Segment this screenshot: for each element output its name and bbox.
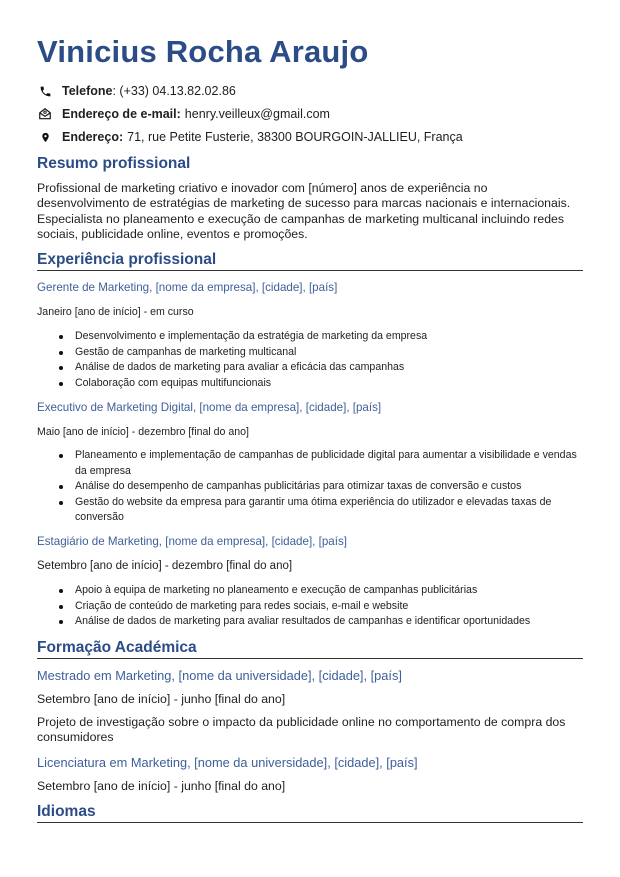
phone-label: Telefone [62, 84, 113, 98]
degree-title: Mestrado em Marketing, [nome da universidade], [cidade], [país] [37, 668, 402, 683]
section-divider [37, 270, 583, 271]
job-bullets [37, 448, 583, 526]
job-bullets [37, 583, 583, 630]
mail-icon [37, 107, 53, 121]
job-bullets [37, 329, 583, 391]
list-item: Gestão do website da empresa para garantir uma ótima experiência do utilizador e elevadas taxas de conversão [37, 495, 583, 526]
location-pin-icon [37, 130, 53, 144]
degree-note: Projeto de investigação sobre o impacto da publicidade online no comportamento de compra dos consumidores [37, 715, 566, 745]
contact-phone [37, 84, 236, 98]
contact-address [37, 130, 463, 144]
job-dates: Setembro [ano de início] - dezembro [final do ano] [37, 560, 293, 572]
phone-value: : (+33) 04.13.82.02.86 [112, 84, 236, 98]
job-title: Gerente de Marketing, [nome da empresa], [cidade], [país] [37, 281, 338, 294]
list-item: Planeamento e implementação de campanhas de publicidade digital para aumentar a visibilidade e vendas da empresa [37, 448, 583, 479]
summary-text: Profissional de marketing criativo e inovador com [número] anos de experiência no desenvolvimento de estratégias de marketing de sucesso para marcas nacionais e internacionais. Especialista no planeamento e execução de campanhas de marketing multicanal incluindo redes sociais, publicidade online, eventos e promoções. [37, 181, 571, 241]
list-item: Análise de dados de marketing para avaliar a eficácia das campanhas [37, 360, 583, 376]
contact-email [37, 107, 330, 121]
list-item: Análise de dados de marketing para avaliar resultados de campanhas e identificar oportunidades [37, 614, 583, 630]
address-label: Endereço: [62, 130, 124, 144]
list-item: Análise do desempenho de campanhas publicitárias para otimizar taxas de conversão e custos [37, 479, 583, 495]
email-value[interactable]: henry.veilleux@gmail.com [184, 107, 330, 121]
phone-icon [37, 84, 53, 98]
languages-heading: Idiomas [37, 803, 96, 820]
email-label: Endereço de e-mail: [62, 107, 181, 121]
list-item: Desenvolvimento e implementação da estratégia de marketing da empresa [37, 329, 583, 345]
experience-heading: Experiência profissional [37, 251, 217, 268]
degree-dates: Setembro [ano de início] - junho [final do ano] [37, 692, 286, 706]
summary-heading: Resumo profissional [37, 155, 191, 172]
job-title: Estagiário de Marketing, [nome da empresa], [cidade], [país] [37, 535, 347, 548]
job-title: Executivo de Marketing Digital, [nome da empresa], [cidade], [país] [37, 401, 382, 414]
degree-title: Licenciatura em Marketing, [nome da universidade], [cidade], [país] [37, 755, 418, 770]
education-heading: Formação Académica [37, 639, 197, 656]
section-divider [37, 658, 583, 659]
list-item: Colaboração com equipas multifuncionais [37, 376, 583, 392]
job-dates: Janeiro [ano de início] - em curso [37, 306, 194, 318]
list-item: Apoio à equipa de marketing no planeamento e execução de campanhas publicitárias [37, 583, 583, 599]
list-item: Criação de conteúdo de marketing para redes sociais, e-mail e website [37, 599, 583, 615]
address-value: 71, rue Petite Fusterie, 38300 BOURGOIN-JALLIEU, França [127, 130, 463, 144]
degree-dates: Setembro [ano de início] - junho [final do ano] [37, 779, 286, 793]
section-divider [37, 822, 583, 823]
list-item: Gestão de campanhas de marketing multicanal [37, 345, 583, 361]
job-dates: Maio [ano de início] - dezembro [final do ano] [37, 426, 249, 438]
candidate-name: Vinicius Rocha Araujo [37, 34, 369, 69]
